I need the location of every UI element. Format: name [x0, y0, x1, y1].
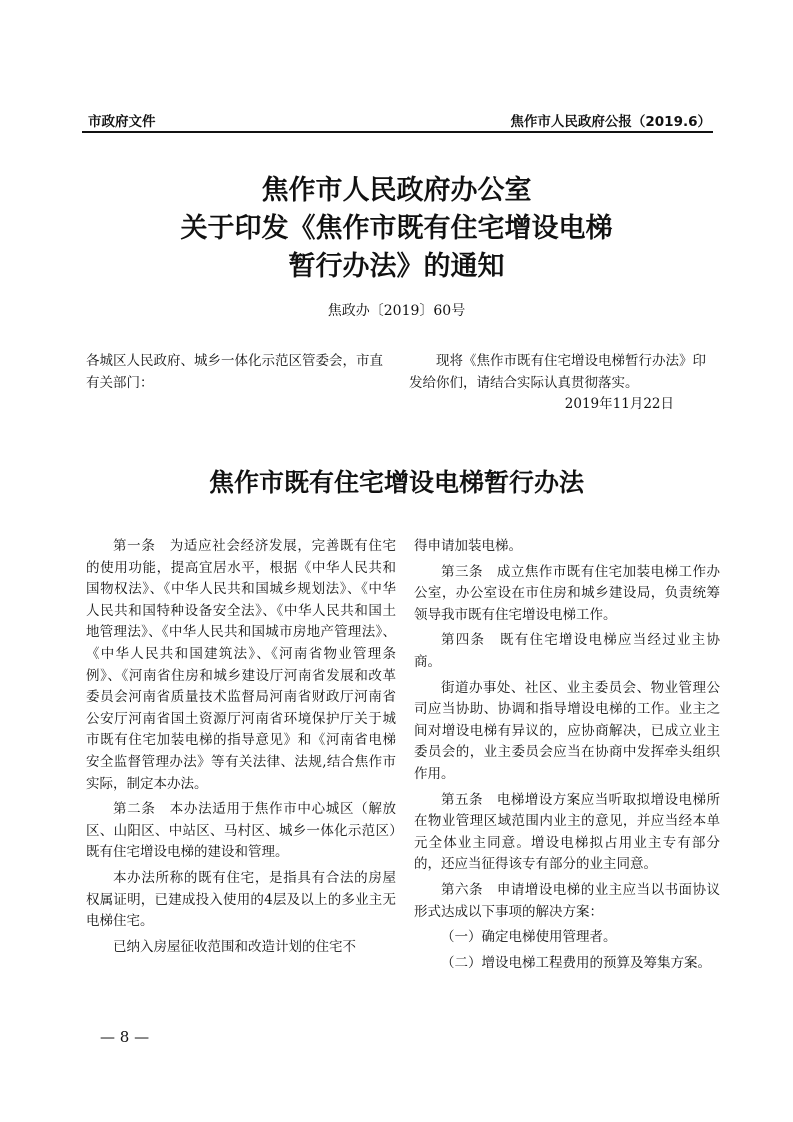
header-rule — [82, 131, 713, 133]
header-section: 市政府文件 — [88, 114, 156, 130]
article-1: 第一条 为适应社会经济发展，完善既有住宅的使用功能，提高宜居水平，根据《中华人民共和国物权法》、《中华人民共和国城乡规划法》、《中华人民共和国特种设备安全法》、《中华人民共和国土地管理法》、《中华人民共和国城市房地产管理法》、《中华人民共和国建筑法》、《河南省物业管理条例》、《河南省住房和城乡建设厅河南省发展和改革委员会河南省质量技术监督局河南省财政厅河南省公安厅河南省国土资源厅河南省环境保护厅关于城市既有住宅加装电梯的指导意见》和《河南省电梯安全监督管理办法》等有关法律、法规,结合焦作市实际，制定本办法。 — [86, 538, 396, 792]
body-right-column — [414, 536, 720, 978]
article-2: 第二条 本办法适用于焦作市中心城区（解放区、山阳区、中站区、马村区、城乡一体化示范区）既有住宅增设电梯的建设和管理。 — [86, 801, 396, 861]
header-publication: 焦作市人民政府公报（2019.6） — [510, 114, 711, 130]
title-line-2: 关于印发《焦作市既有住宅增设电梯 — [180, 213, 613, 244]
paragraph-continued: 得申请加装电梯。 — [414, 538, 522, 554]
document-number: 焦政办〔2019〕60号 — [327, 303, 466, 319]
measures-title: 焦作市既有住宅增设电梯暂行办法 — [208, 468, 584, 497]
paragraph-existing-housing: 本办法所称的既有住宅，是指具有合法的房屋权属证明，已建成投入使用的4层及以上的多业主无电梯住宅。 — [86, 869, 396, 930]
notice-intro — [86, 351, 714, 423]
paragraph-excluded: 已纳入房屋征收范围和改造计划的住宅不 — [113, 938, 356, 955]
running-header — [88, 104, 711, 130]
title-line-3: 暂行办法》的通知 — [288, 251, 505, 282]
item-2: （二）增设电梯工程费用的预算及筹集方案。 — [441, 954, 711, 971]
title-line-1: 焦作市人民政府办公室 — [261, 175, 532, 206]
document-title — [0, 172, 793, 286]
article-4: 第四条 既有住宅增设电梯应当经过业主协商。 — [414, 632, 720, 670]
article-3: 第三条 成立焦作市既有住宅加装电梯工作办公室，办公室设在市住房和城乡建设局，负责统筹领导我市既有住宅增设电梯工作。 — [414, 563, 720, 623]
item-1: （一）确定电梯使用管理者。 — [441, 929, 617, 946]
paragraph-coordination: 街道办事处、社区、业主委员会、物业管理公司应当协助、协调和指导增设电梯的工作。业主之间对增设电梯有异议的，应协商解决，已成立业主委员会的，业主委员会应当在协商中发挥牵头组织作用。 — [414, 679, 720, 782]
body-left-column — [86, 536, 396, 962]
article-6: 第六条 申请增设电梯的业主应当以书面协议形式达成以下事项的解决方案： — [414, 881, 720, 920]
intro-body: 现将《焦作市既有住宅增设电梯暂行办法》印发给你们，请结合实际认真贯彻落实。 — [409, 353, 706, 391]
issue-date: 2019年11月22日 — [564, 396, 674, 413]
page-number: — 8 — — [100, 1028, 150, 1046]
article-5: 第五条 电梯增设方案应当听取拟增设电梯所在物业管理区域范围内业主的意见，并应当经本单元全体业主同意。增设电梯拟占用业主专有部分的，还应当征得该专有部分的业主同意。 — [414, 791, 720, 873]
addressee: 各城区人民政府、城乡一体化示范区管委会，市直有关部门： — [86, 353, 383, 391]
